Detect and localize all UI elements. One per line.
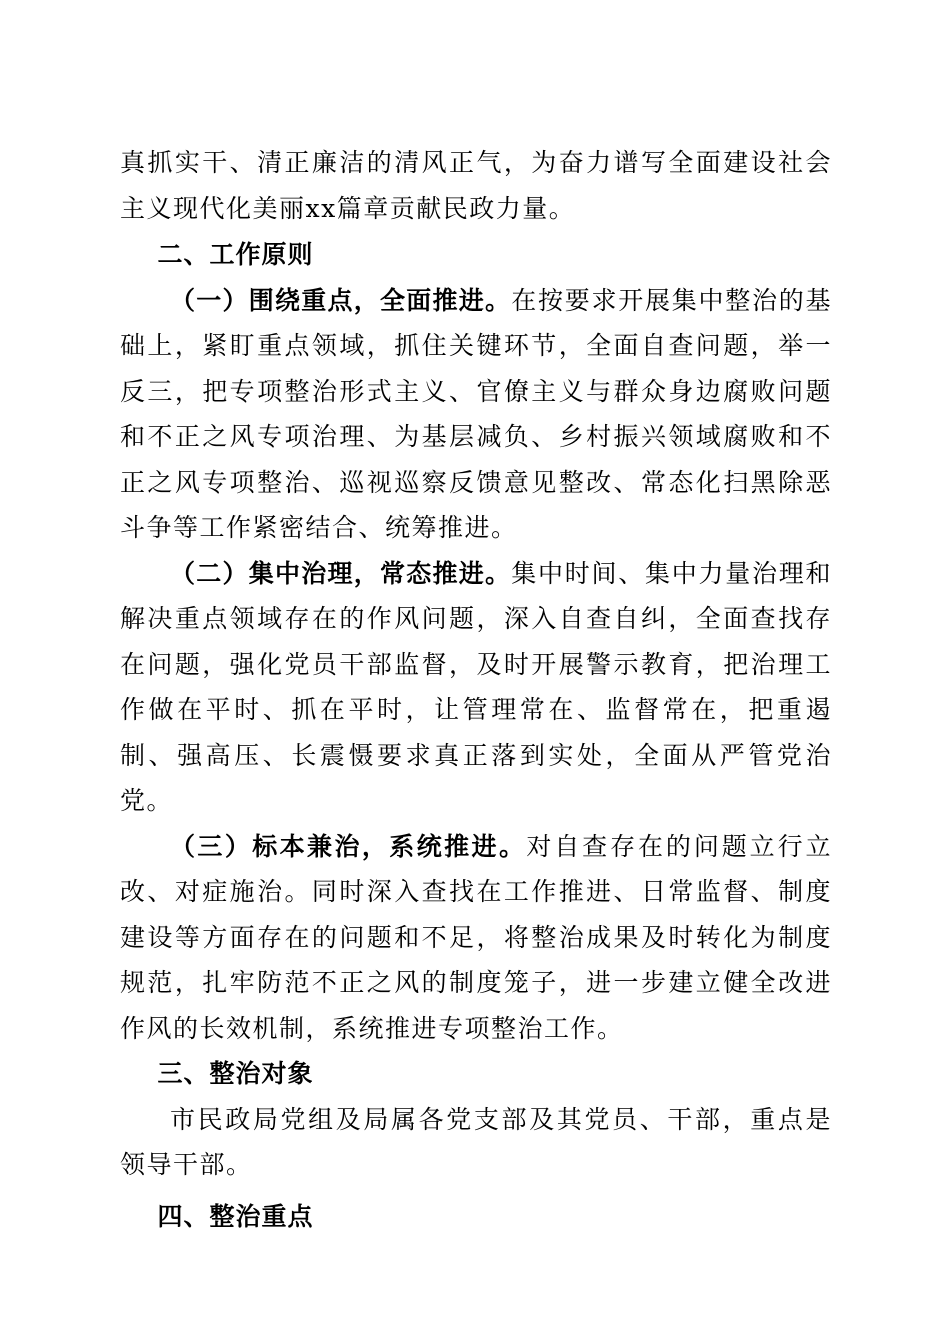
intro-paragraph: 真抓实干、清正廉洁的清风正气，为奋力谱写全面建设社会主义现代化美丽xx篇章贡献民政力量。 bbox=[120, 148, 832, 223]
principle-lead-2: （二）集中治理，常态推进。 bbox=[170, 558, 512, 588]
principle-lead-1: （一）围绕重点，全面推进。 bbox=[170, 285, 512, 315]
section-heading-targets: 三、整治对象 bbox=[157, 1059, 314, 1088]
principle-text-2: 集中时间、集中力量治理和解决重点领域存在的作风问题，深入自查自纠，全面查找存在问题，强化党员干部监督，及时开展警示教育，把治理工作做在平时、抓在平时，让管理常在、监督常在，把重遏制、强高压、长震慑要求真正落到实处，全面从严管党治党。 bbox=[120, 558, 832, 815]
principle-lead-3: （三）标本兼治，系统推进。 bbox=[170, 831, 527, 861]
principle-text-1: 在按要求开展集中整治的基础上，紧盯重点领域，抓住关键环节，全面自查问题，举一反三，把专项整治形式主义、官僚主义与群众身边腐败问题和不正之风专项治理、为基层减负、乡村振兴领域腐败和不正之风专项整治、巡视巡察反馈意见整改、常态化扫黑除恶斗争等工作紧密结合、统筹推进。 bbox=[120, 285, 832, 542]
section-heading-focus: 四、整治重点 bbox=[157, 1201, 314, 1231]
targets-paragraph: 市民政局党组及局属各党支部及其党员、干部，重点是领导干部。 bbox=[120, 1104, 832, 1179]
principle-paragraph-2 bbox=[120, 551, 832, 824]
document-page bbox=[120, 140, 832, 1239]
section-heading-principles: 二、工作原则 bbox=[157, 240, 314, 269]
principle-paragraph-3 bbox=[120, 824, 832, 1052]
principle-paragraph-1 bbox=[120, 278, 832, 551]
principle-text-3: 对自查存在的问题立行立改、对症施治。同时深入查找在工作推进、日常监督、制度建设等方面存在的问题和不足，将整治成果及时转化为制度规范，扎牢防范不正之风的制度笼子，进一步建立健全改进作风的长效机制，系统推进专项整治工作。 bbox=[120, 831, 832, 1043]
